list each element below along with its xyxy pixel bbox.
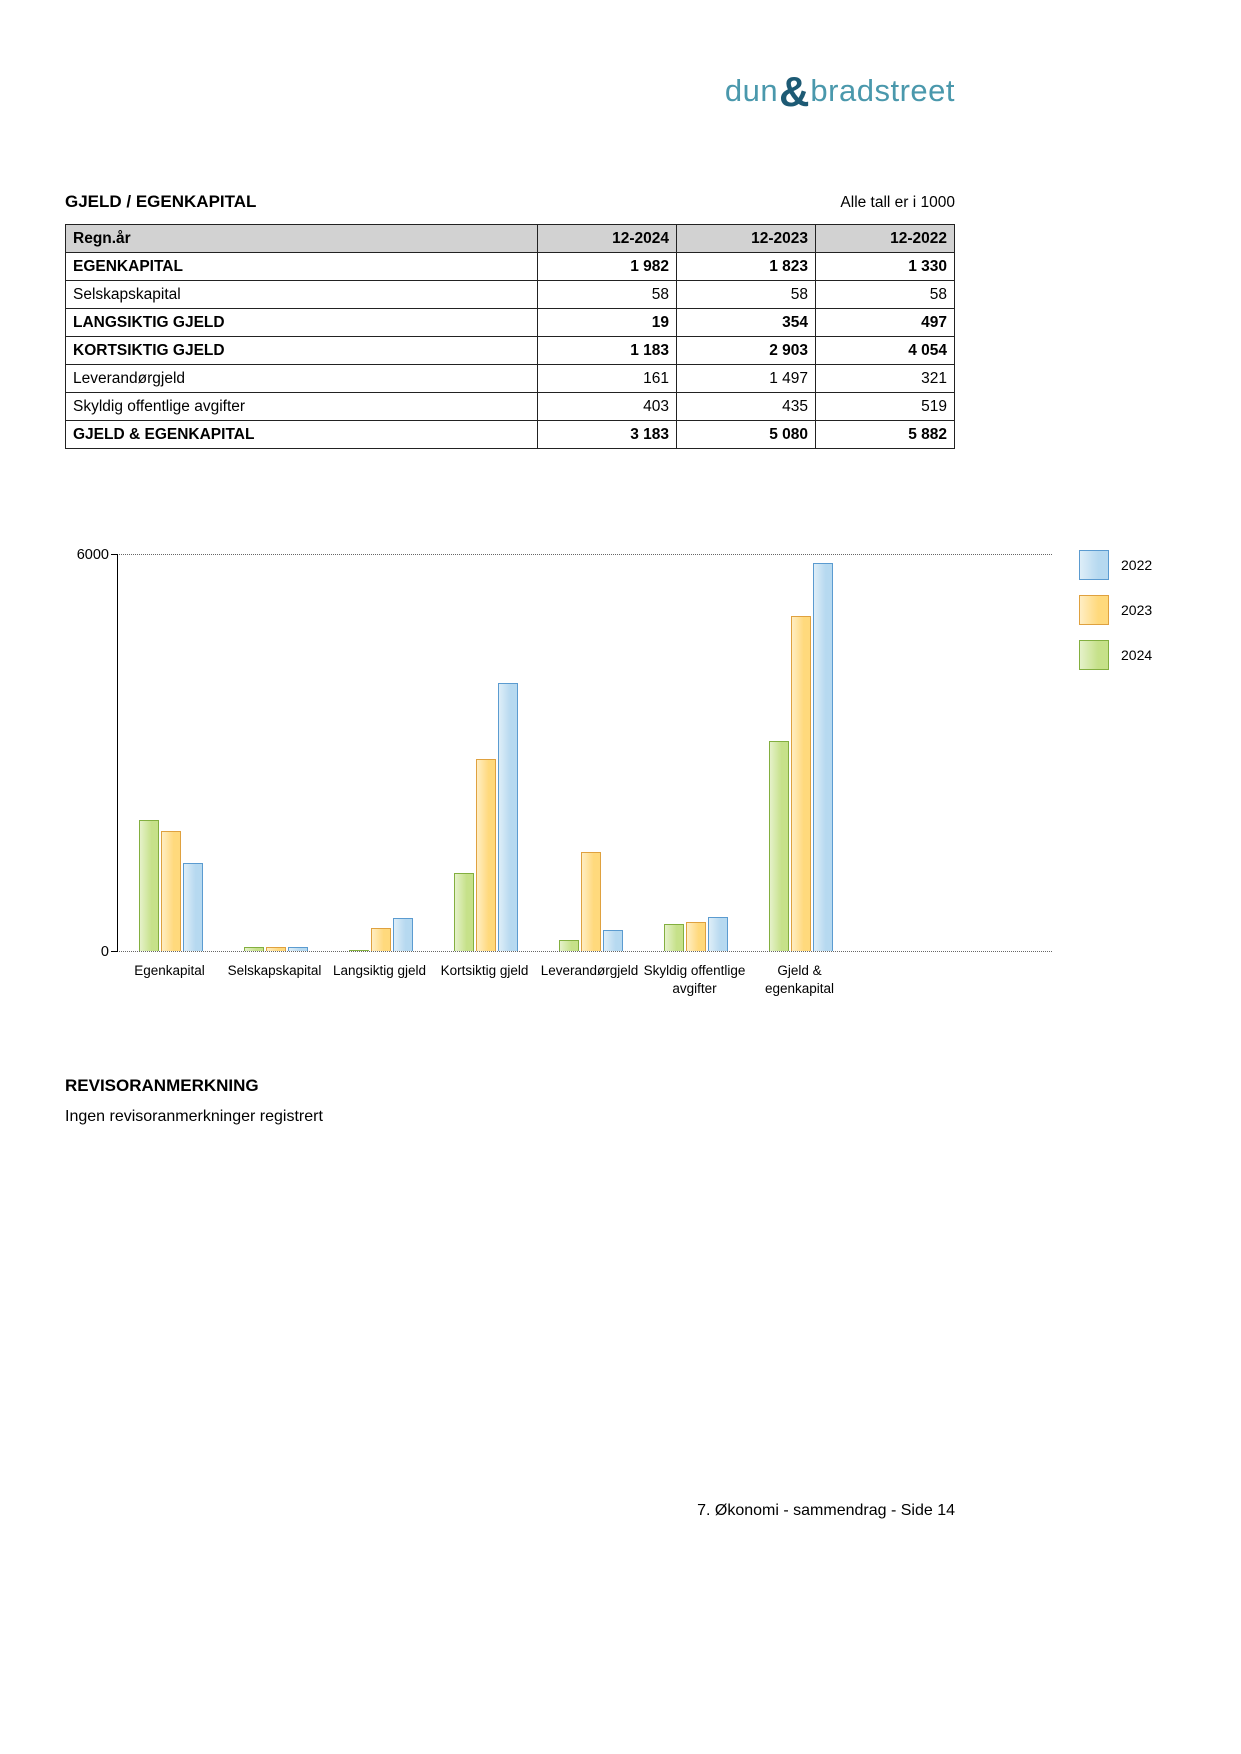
bar-2022	[708, 917, 728, 951]
bar-2022	[393, 918, 413, 951]
bar-2022	[498, 683, 518, 951]
logo-text-dun: dun	[724, 73, 779, 108]
x-axis-label: Skyldig offentlige avgifter	[643, 963, 746, 997]
x-axis-label: Kortsiktig gjeld	[440, 963, 529, 978]
y-axis-min-label: 0	[100, 944, 109, 960]
row-label: GJELD & EGENKAPITAL	[66, 421, 538, 449]
row-label: EGENKAPITAL	[66, 253, 538, 281]
unit-note: Alle tall er i 1000	[840, 194, 955, 211]
x-axis-label: Langsiktig gjeld	[332, 963, 427, 978]
table-row	[66, 337, 955, 365]
bar-group	[328, 918, 433, 951]
bar-2024	[559, 940, 579, 951]
x-axis-label: Leverandørgjeld	[540, 963, 639, 978]
legend-label: 2024	[1121, 647, 1153, 663]
row-value: 5 882	[816, 421, 955, 449]
section-title: GJELD / EGENKAPITAL	[65, 192, 257, 211]
bar-2023	[791, 616, 811, 951]
row-value: 58	[677, 281, 816, 309]
logo-text-bradstreet: bradstreet	[810, 73, 955, 108]
section-header	[65, 192, 955, 212]
table-body	[66, 253, 955, 449]
bar-2024	[769, 741, 789, 951]
bar-2023	[581, 852, 601, 951]
row-value: 519	[816, 393, 955, 421]
row-value: 2 903	[677, 337, 816, 365]
table-row	[66, 309, 955, 337]
row-value: 4 054	[816, 337, 955, 365]
logo-ampersand-icon: &	[779, 68, 810, 115]
table-header-cell: Regn.år	[66, 225, 538, 253]
bar-2023	[266, 947, 286, 951]
row-value: 5 080	[677, 421, 816, 449]
row-value: 1 982	[538, 253, 677, 281]
table-header-cell: 12-2024	[538, 225, 677, 253]
table-row	[66, 393, 955, 421]
legend-swatch-2024	[1079, 640, 1109, 670]
bar-group	[538, 852, 643, 951]
row-label: Leverandørgjeld	[66, 365, 538, 393]
row-value: 58	[538, 281, 677, 309]
row-value: 354	[677, 309, 816, 337]
bar-2023	[161, 831, 181, 951]
row-label: Skyldig offentlige avgifter	[66, 393, 538, 421]
bar-2022	[183, 863, 203, 951]
bar-group	[643, 917, 748, 951]
bar-2024	[139, 820, 159, 951]
bar-groups	[118, 555, 853, 951]
bar-group	[433, 683, 538, 951]
x-axis-label: Egenkapital	[134, 963, 205, 978]
revisor-heading: REVISORANMERKNING	[65, 1076, 259, 1095]
row-value: 1 330	[816, 253, 955, 281]
row-label: Selskapskapital	[66, 281, 538, 309]
row-label: KORTSIKTIG GJELD	[66, 337, 538, 365]
page-footer: 7. Økonomi - sammendrag - Side 14	[697, 1502, 955, 1519]
legend-label: 2023	[1121, 602, 1153, 618]
table-header-cell: 12-2023	[677, 225, 816, 253]
legend-item-2023	[1079, 595, 1152, 625]
bar-2022	[288, 947, 308, 951]
dun-bradstreet-logo	[65, 68, 955, 116]
bar-2024	[664, 924, 684, 951]
table-header-cell: 12-2022	[816, 225, 955, 253]
axis-tick-bottom	[111, 951, 118, 952]
axis-tick-top	[111, 554, 118, 555]
y-axis-max-label: 6000	[76, 547, 109, 563]
row-value: 321	[816, 365, 955, 393]
bar-2023	[686, 922, 706, 951]
legend-label: 2022	[1121, 557, 1153, 573]
x-axis-label: Gjeld & egenkapital	[764, 963, 835, 997]
table-row	[66, 253, 955, 281]
x-axis-label: Selskapskapital	[227, 963, 322, 978]
row-value: 3 183	[538, 421, 677, 449]
table-row	[66, 281, 955, 309]
bar-2022	[603, 930, 623, 951]
bar-2023	[476, 759, 496, 951]
legend-swatch-2023	[1079, 595, 1109, 625]
table-row	[66, 365, 955, 393]
row-value: 435	[677, 393, 816, 421]
row-value: 1 497	[677, 365, 816, 393]
row-value: 19	[538, 309, 677, 337]
balance-bar-chart	[65, 546, 1220, 1036]
chart-legend	[1079, 550, 1152, 685]
row-value: 1 823	[677, 253, 816, 281]
legend-swatch-2022	[1079, 550, 1109, 580]
row-label: LANGSIKTIG GJELD	[66, 309, 538, 337]
financial-table	[65, 224, 955, 449]
bar-group	[223, 947, 328, 951]
table-row	[66, 421, 955, 449]
x-axis-labels	[117, 962, 852, 998]
bar-2024	[244, 947, 264, 951]
bar-2024	[454, 873, 474, 951]
bar-2024	[349, 950, 369, 951]
bar-2022	[813, 563, 833, 951]
bar-group	[748, 563, 853, 951]
table-header-row	[66, 225, 955, 253]
chart-plot-area	[117, 554, 1052, 952]
bar-group	[118, 820, 223, 951]
row-value: 403	[538, 393, 677, 421]
legend-item-2024	[1079, 640, 1152, 670]
row-value: 161	[538, 365, 677, 393]
row-value: 58	[816, 281, 955, 309]
revisor-note-text: Ingen revisoranmerkninger registrert	[65, 1108, 323, 1125]
legend-item-2022	[1079, 550, 1152, 580]
row-value: 1 183	[538, 337, 677, 365]
row-value: 497	[816, 309, 955, 337]
bar-2023	[371, 928, 391, 951]
